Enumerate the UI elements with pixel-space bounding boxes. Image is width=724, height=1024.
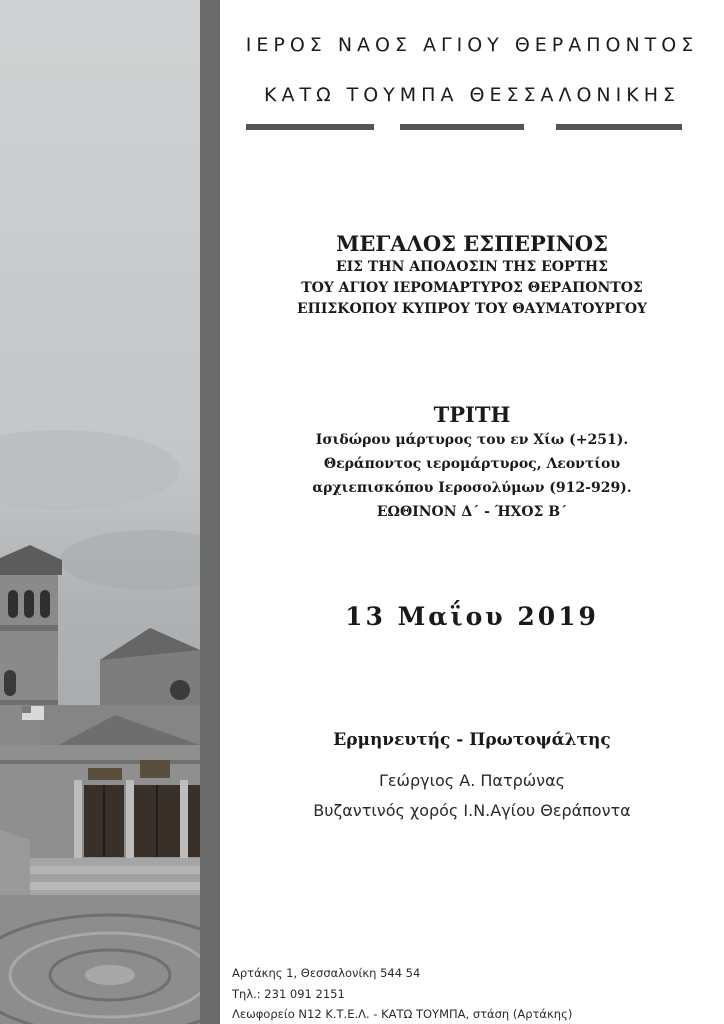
header-rule-1 [246, 124, 374, 130]
day-name: ΤΡΙΤΗ [433, 402, 511, 427]
address: Αρτάκης 1, Θεσσαλονίκη 544 54 [232, 966, 421, 980]
event-subtitle-1: ΕΙΣ ΤΗΝ ΑΠΟΔΟΣΙΝ ΤΗΣ ΕΟΡΤΗΣ [335, 259, 609, 275]
event-subtitle-3: ΕΠΙΣΚΟΠΟΥ ΚΥΠΡΟΥ ΤΟΥ ΘΑΥΜΑΤΟΥΡΓΟΥ [296, 301, 648, 317]
poster-content [220, 0, 724, 1024]
church-photo [0, 0, 200, 1024]
feast-line-1: Ισιδώρου μάρτυρος του εν Χίω (+251). [315, 432, 629, 448]
church-name: ΙΕΡΟΣ ΝΑΟΣ ΑΓΙΟΥ ΘΕΡΑΠΟΝΤΟΣ [245, 34, 699, 56]
header-rule-2 [400, 124, 524, 130]
feast-line-4: ΕΩΘΙΝΟΝ Δ΄ - ΉΧΟΣ Β΄ [376, 504, 568, 520]
event-subtitle-2: ΤΟΥ ΑΓΙΟΥ ΙΕΡΟΜΑΡΤΥΡΟΣ ΘΕΡΑΠΟΝΤΟΣ [301, 280, 643, 296]
phone: Τηλ.: 231 091 2151 [232, 987, 345, 1001]
feast-line-2: Θεράποντος ιερομάρτυρος, Λεοντίου [323, 456, 621, 472]
vertical-divider-bar [200, 0, 220, 1024]
church-location: ΚΑΤΩ ΤΟΥΜΠΑ ΘΕΣΣΑΛΟΝΙΚΗΣ [264, 84, 680, 106]
event-date: 13 Μαΐου 2019 [345, 602, 599, 631]
performer-name: Γεώργιος Α. Πατρώνας [378, 771, 566, 790]
header-rule-3 [556, 124, 682, 130]
plaza [0, 830, 200, 1024]
performer-role: Ερμηνευτής - Πρωτοψάλτης [333, 730, 611, 750]
bus-info: Λεωφορείο Ν12 Κ.Τ.Ε.Λ. - ΚΑΤΩ ΤΟΥΜΠΑ, στάση (Αρτάκης) [232, 1007, 573, 1021]
choir-name: Βυζαντινός χορός Ι.Ν.Αγίου Θεράποντα [313, 801, 631, 820]
church-illustration [0, 0, 200, 1024]
feast-line-3: αρχιεπισκόπου Ιεροσολύμων (912-929). [312, 480, 632, 496]
event-title: ΜΕΓΑΛΟΣ ΕΣΠΕΡΙΝΟΣ [336, 231, 608, 256]
